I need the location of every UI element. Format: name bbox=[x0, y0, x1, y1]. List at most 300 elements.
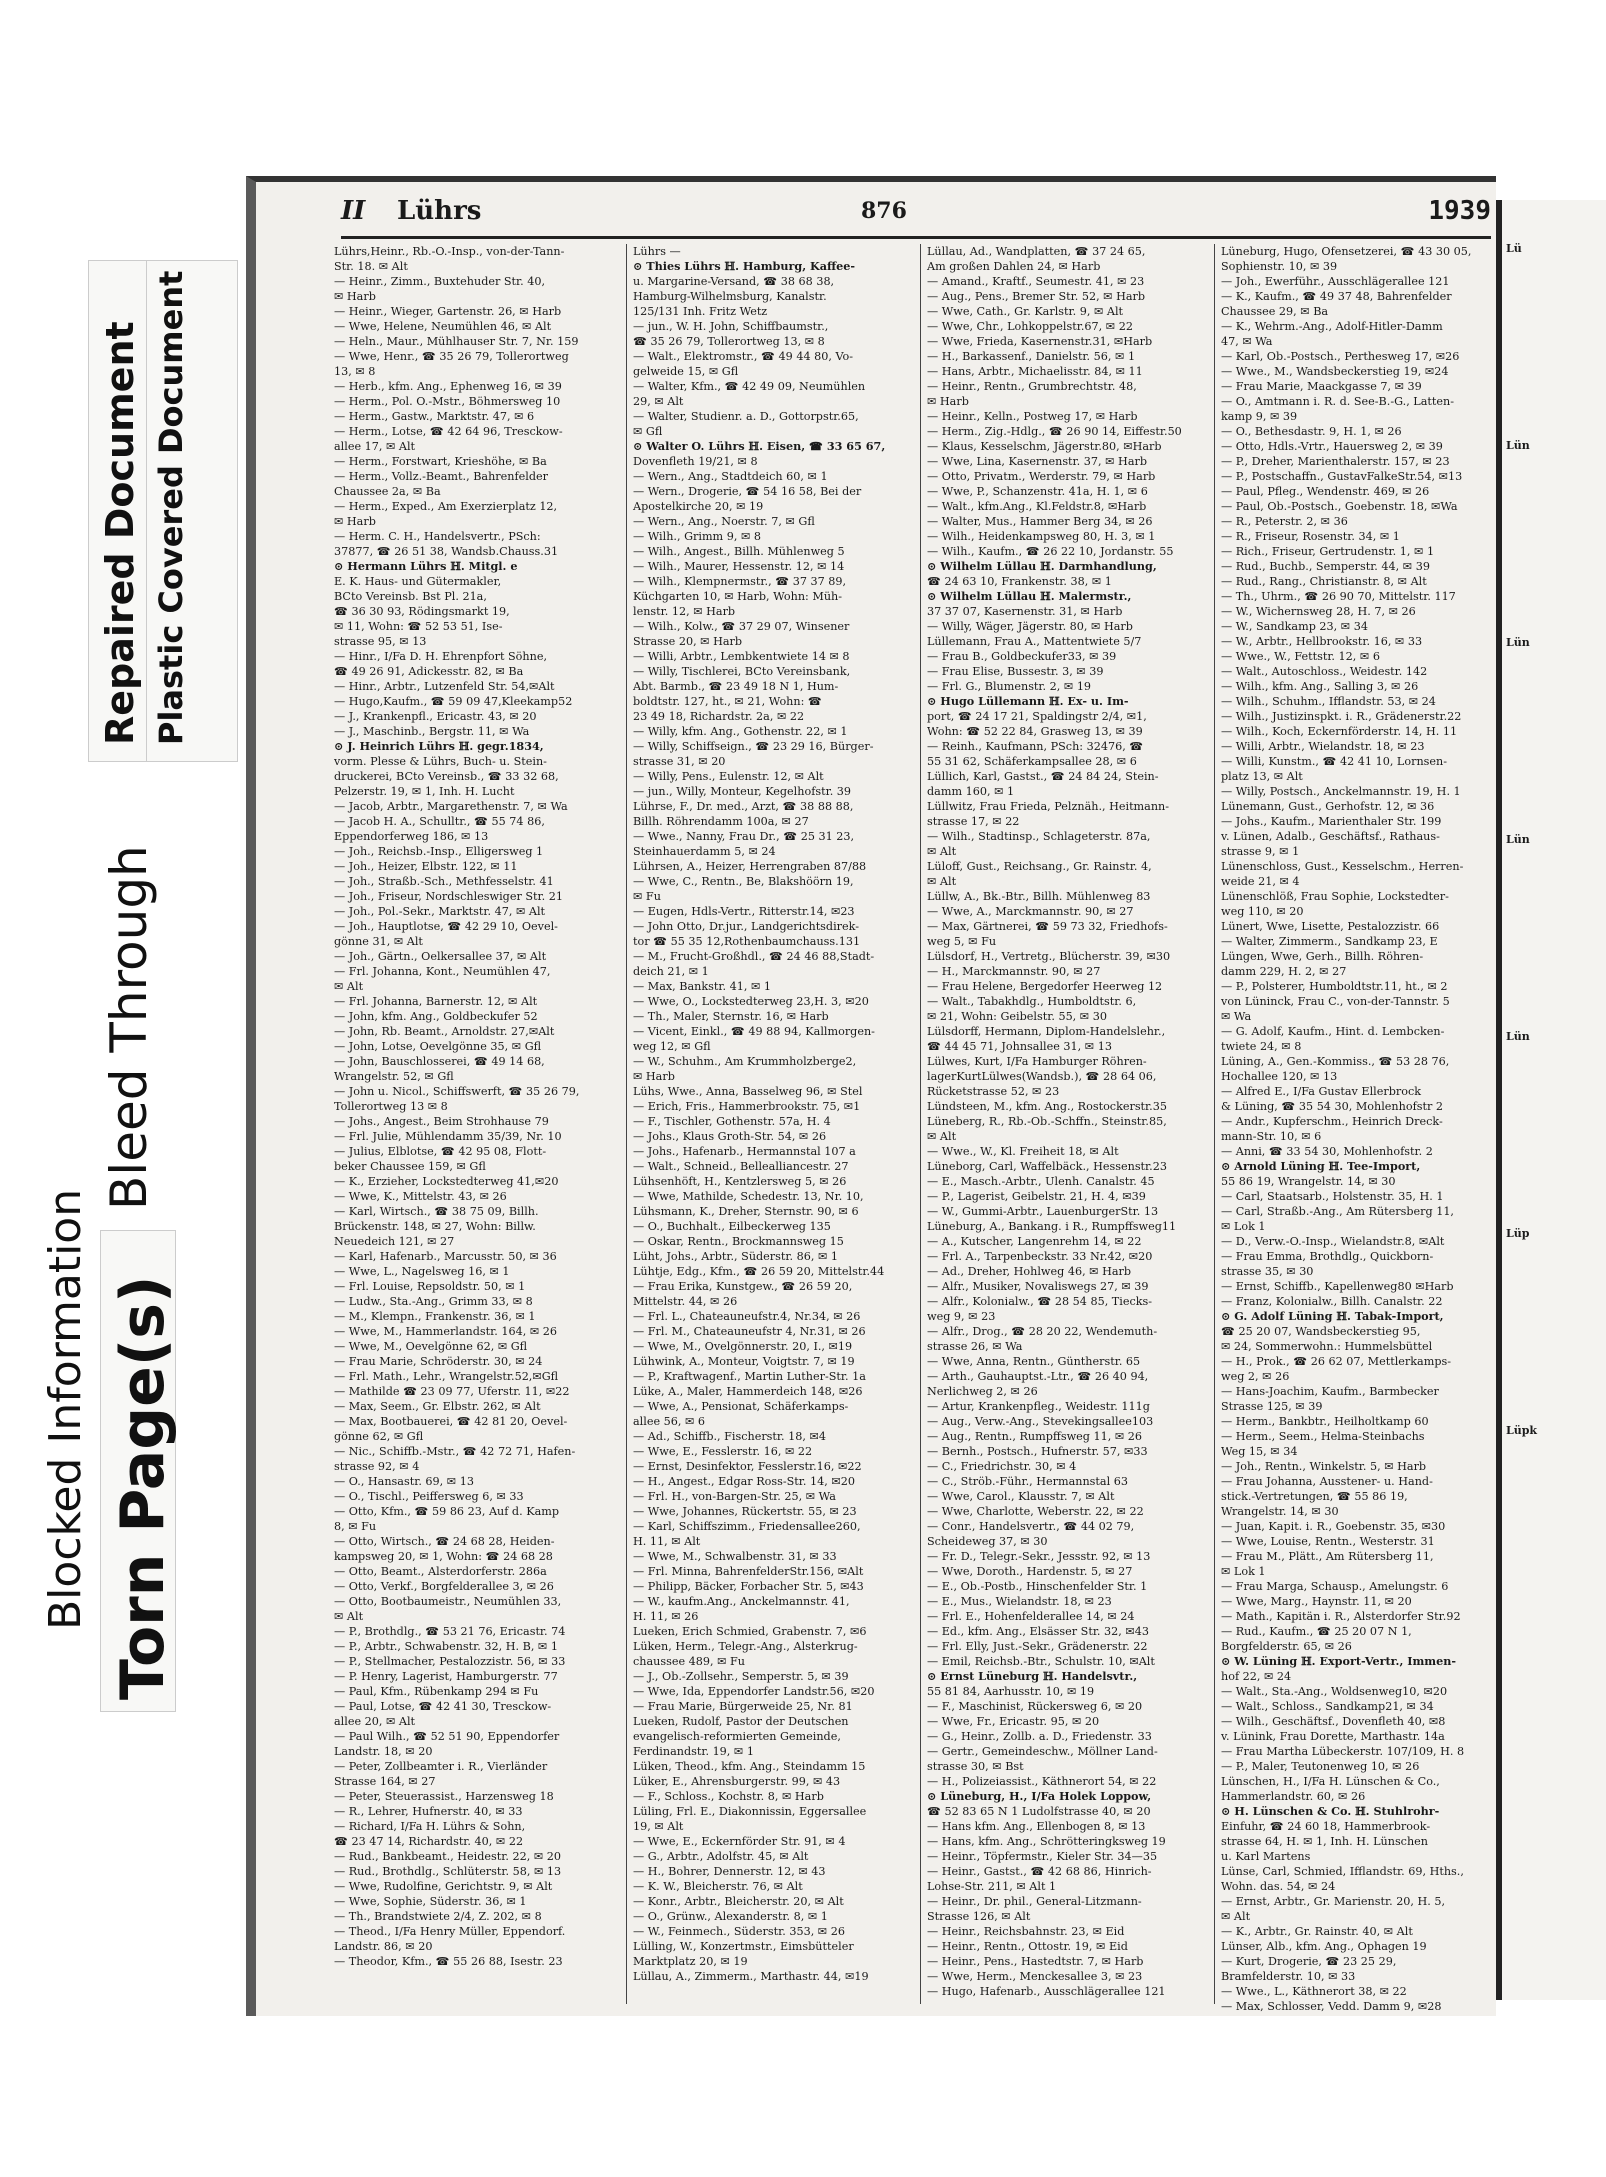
directory-entry-line: — Karl, Ob.-Postsch., Perthesweg 17, ✉26 bbox=[1221, 350, 1460, 363]
directory-entry-line: Pelzerstr. 19, ✉ 1, Inh. H. Lucht bbox=[334, 785, 515, 798]
directory-entry-line: — Wwe., M., Wandsbeckerstieg 19, ✉24 bbox=[1221, 365, 1449, 378]
directory-entry-line: — R., Friseur, Rosenstr. 34, ✉ 1 bbox=[1221, 530, 1400, 543]
directory-entry-line: E. K. Haus- und Gütermakler, bbox=[334, 575, 502, 588]
directory-entry-line: — Wilh., Maurer, Hessenstr. 12, ✉ 14 bbox=[633, 560, 845, 573]
directory-entry-line: Lüneburg, A., Bankang. i R., Rumpffsweg11 bbox=[927, 1220, 1177, 1233]
directory-entry-line: — R., Peterstr. 2, ✉ 36 bbox=[1221, 515, 1348, 528]
directory-entry-line: weg 5, ✉ Fu bbox=[927, 935, 997, 948]
directory-entry-line: — O., Grünw., Alexanderstr. 8, ✉ 1 bbox=[633, 1910, 828, 1923]
directory-entry-line: — Jacob H. A., Schulltr., ☎ 55 74 86, bbox=[334, 815, 545, 828]
directory-entry-line: — Wilh., Heidenkampsweg 80, H. 3, ✉ 1 bbox=[927, 530, 1156, 543]
directory-entry-line: — P., Arbtr., Schwabenstr. 32, H. B, ✉ 1 bbox=[334, 1640, 558, 1653]
directory-entry-line: damm 229, H. 2, ✉ 27 bbox=[1221, 965, 1347, 978]
directory-entry-line: Lünser, Alb., kfm. Ang., Ophagen 19 bbox=[1221, 1940, 1427, 1953]
directory-entry-line: — Juan, Kapit. i. R., Goebenstr. 35, ✉30 bbox=[1221, 1520, 1446, 1533]
directory-entry-line: — Wilh., Grimm 9, ✉ 8 bbox=[633, 530, 761, 543]
directory-entry-line: — Wwe, L., Nagelsweg 16, ✉ 1 bbox=[334, 1265, 510, 1278]
directory-entry-line: Lüning, A., Gen.-Kommiss., ☎ 53 28 76, bbox=[1221, 1055, 1450, 1068]
directory-entry-line: — Hinr., Arbtr., Lutzenfeld Str. 54,✉Alt bbox=[334, 680, 555, 693]
directory-entry-line: — Oskar, Rentn., Brockmannsweg 15 bbox=[633, 1235, 844, 1248]
directory-entry-line: — W., Feinmech., Süderstr. 353, ✉ 26 bbox=[633, 1925, 845, 1938]
directory-entry-line: 29, ✉ Alt bbox=[633, 395, 684, 408]
page-header bbox=[341, 196, 1491, 239]
directory-entry-line: — Anni, ☎ 33 54 30, Mohlenhofstr. 2 bbox=[1221, 1145, 1433, 1158]
directory-entry-line: Strasse 20, ✉ Harb bbox=[633, 635, 743, 648]
directory-entry-line: ☎ 24 63 10, Frankenstr. 38, ✉ 1 bbox=[927, 575, 1112, 588]
directory-entry-line: Chaussee 29, ✉ Ba bbox=[1221, 305, 1329, 318]
directory-entry-line: Lünenschloss, Gust., Kesselschm., Herren- bbox=[1221, 860, 1464, 873]
directory-entry-line: Lüllemann, Frau A., Mattentwiete 5/7 bbox=[927, 635, 1142, 648]
directory-entry-line: Strasse 125, ✉ 39 bbox=[1221, 1400, 1323, 1413]
directory-entry-line: ✉ Alt bbox=[927, 875, 957, 888]
directory-entry-line: Lüloff, Gust., Reichsang., Gr. Rainstr. 4, bbox=[927, 860, 1152, 873]
directory-year: 1939 bbox=[1428, 196, 1491, 226]
directory-entry-line: — Aug., Rentn., Rumpffsweg 11, ✉ 26 bbox=[927, 1430, 1142, 1443]
directory-entry-line: Landstr. 18, ✉ 20 bbox=[334, 1745, 433, 1758]
directory-entry-line: — Wilh., Stadtinsp., Schlageterstr. 87a, bbox=[927, 830, 1151, 843]
directory-entry-line: — Alfr., Musiker, Novaliswegs 27, ✉ 39 bbox=[927, 1280, 1149, 1293]
directory-entry-line: ⊙ Wilhelm Lüllau ℍ. Darmhandlung, bbox=[927, 559, 1157, 573]
directory-entry-line: — Frau Marie, Maackgasse 7, ✉ 39 bbox=[1221, 380, 1422, 393]
directory-entry-line: strasse 92, ✉ 4 bbox=[334, 1460, 420, 1473]
directory-entry-line: Str. 18. ✉ Alt bbox=[334, 260, 408, 273]
directory-entry-line: Strasse 164, ✉ 27 bbox=[334, 1775, 436, 1788]
directory-entry-line: — Wilh., Klempnermstr., ☎ 37 37 89, bbox=[633, 575, 847, 588]
directory-entry-line: — Wwe, A., Pensionat, Schäferkamps- bbox=[633, 1400, 849, 1413]
directory-entry-line: — E., Masch.-Arbtr., Ulenh. Canalstr. 45 bbox=[927, 1175, 1155, 1188]
directory-entry-line: — Richard, I/Fa H. Lührs & Sohn, bbox=[334, 1820, 526, 1833]
directory-entry-line: Sophienstr. 10, ✉ 39 bbox=[1221, 260, 1338, 273]
directory-entry-line: Lünemann, Gust., Gerhofstr. 12, ✉ 36 bbox=[1221, 800, 1435, 813]
directory-entry-line: — Wilh., Kaufm., ☎ 26 22 10, Jordanstr. 55 bbox=[927, 545, 1174, 558]
directory-entry-line: — Wilh., Justizinspkt. i. R., Grädenerstr.22 bbox=[1221, 710, 1462, 723]
directory-entry-line: — P., Maler, Teutonenweg 10, ✉ 26 bbox=[1221, 1760, 1420, 1773]
directory-entry-line: 37 37 07, Kasernenstr. 31, ✉ Harb bbox=[927, 605, 1123, 618]
directory-entry-line: — Wwe, Louise, Rentn., Westerstr. 31 bbox=[1221, 1535, 1435, 1548]
directory-entry-line: — Wwe, M., Hammerlandstr. 164, ✉ 26 bbox=[334, 1325, 558, 1338]
directory-entry-line: — Walt., Tabakhdlg., Humboldtstr. 6, bbox=[927, 995, 1137, 1008]
directory-entry-line: 125/131 Inh. Fritz Wetz bbox=[633, 305, 768, 318]
directory-entry-line: Rücketstrasse 52, ✉ 23 bbox=[927, 1085, 1060, 1098]
directory-entry-line: evangelisch-reformierten Gemeinde, bbox=[633, 1730, 841, 1743]
directory-entry-line: — Wwe, Herm., Menckesallee 3, ✉ 23 bbox=[927, 1970, 1143, 1983]
running-head: Lührs bbox=[397, 196, 482, 226]
directory-entry-line: strasse 31, ✉ 20 bbox=[633, 755, 726, 768]
directory-entry-line: — P., Dreher, Marienthalerstr. 157, ✉ 23 bbox=[1221, 455, 1450, 468]
directory-entry-line: — A., Kutscher, Langenrehm 14, ✉ 22 bbox=[927, 1235, 1142, 1248]
directory-entry-line: — Paul, Ob.-Postsch., Goebenstr. 18, ✉Wa bbox=[1221, 500, 1458, 513]
directory-entry-line: ✉ 24, Sommerwohn.: Hummelsbüttel bbox=[1221, 1340, 1433, 1353]
directory-entry-line: ✉ Harb bbox=[633, 1070, 675, 1083]
directory-entry-line: — Wwe, O., Lockstedterweg 23,H. 3, ✉20 bbox=[633, 995, 869, 1008]
directory-entry-line: — F., Tischler, Gothenstr. 57a, H. 4 bbox=[633, 1115, 831, 1128]
directory-entry-line: — Heinr., Reichsbahnstr. 23, ✉ Eid bbox=[927, 1925, 1125, 1938]
directory-entry-line: Küchgarten 10, ✉ Harb, Wohn: Müh- bbox=[633, 590, 843, 603]
directory-entry-line: — Jacob, Arbtr., Margarethenstr. 7, ✉ Wa bbox=[334, 800, 568, 813]
adjacent-page-fragment: Lün bbox=[1506, 1030, 1530, 1043]
directory-entry-line: — Alfr., Kolonialw., ☎ 28 54 85, Tiecks- bbox=[927, 1295, 1153, 1308]
directory-entry-line: weg 9, ✉ 23 bbox=[927, 1310, 996, 1323]
directory-entry-line: — P., Lagerist, Geibelstr. 21, H. 4, ✉39 bbox=[927, 1190, 1146, 1203]
directory-entry-line: Neuedeich 121, ✉ 27 bbox=[334, 1235, 455, 1248]
directory-entry-line: — Fr. D., Telegr.-Sekr., Jessstr. 92, ✉ 13 bbox=[927, 1550, 1151, 1563]
directory-entry-line: Lünenschlöß, Frau Sophie, Lockstedter- bbox=[1221, 890, 1449, 903]
directory-entry-line: — Nic., Schiffb.-Mstr., ☎ 42 72 71, Hafen- bbox=[334, 1445, 576, 1458]
directory-entry-line: ⊙ Lüneburg, H., I/Fa Holek Loppow, bbox=[927, 1789, 1152, 1803]
directory-entry-line: ✉ Harb bbox=[334, 290, 376, 303]
directory-entry-line: — G., Arbtr., Adolfstr. 45, ✉ Alt bbox=[633, 1850, 809, 1863]
torn-pages-label: Torn Page(s) bbox=[108, 1275, 178, 1700]
directory-entry-line: — W., Wichernsweg 28, H. 7, ✉ 26 bbox=[1221, 605, 1416, 618]
directory-entry-line: — Th., Brandstwiete 2/4, Z. 202, ✉ 8 bbox=[334, 1910, 542, 1923]
directory-entry-line: — K., Arbtr., Gr. Rainstr. 40, ✉ Alt bbox=[1221, 1925, 1413, 1938]
directory-entry-line: Marktplatz 20, ✉ 19 bbox=[633, 1955, 748, 1968]
directory-entry-line: — Wwe, Lina, Kasernenstr. 37, ✉ Harb bbox=[927, 455, 1147, 468]
directory-entry-line: Lührse, F., Dr. med., Arzt, ☎ 38 88 88, bbox=[633, 800, 854, 813]
directory-entry-line: Lülsdorff, Hermann, Diplom-Handelslehr., bbox=[927, 1025, 1166, 1038]
directory-entry-line: Lühtje, Edg., Kfm., ☎ 26 59 20, Mittelstr.44 bbox=[633, 1265, 885, 1278]
directory-entry-line: — Alfred E., I/Fa Gustav Ellerbrock bbox=[1221, 1085, 1421, 1098]
directory-entry-line: 19, ✉ Alt bbox=[633, 1820, 684, 1833]
directory-entry-line: 55 81 84, Aarhusstr. 10, ✉ 19 bbox=[927, 1685, 1095, 1698]
directory-entry-line: Dovenfleth 19/21, ✉ 8 bbox=[633, 455, 758, 468]
blocked-information-label: Blocked Information bbox=[40, 1188, 91, 1630]
directory-entry-line: — Herm. C. H., Handelsvertr., PSch: bbox=[334, 530, 541, 543]
directory-entry-line: — Vicent, Einkl., ☎ 49 88 94, Kallmorgen- bbox=[633, 1025, 875, 1038]
directory-entry-line: strasse 64, H. ✉ 1, Inh. H. Lünschen bbox=[1221, 1835, 1428, 1848]
directory-entry-line: — W., kaufm.Ang., Anckelmannstr. 41, bbox=[633, 1595, 850, 1608]
directory-entry-line: Bramfelderstr. 10, ✉ 33 bbox=[1221, 1970, 1356, 1983]
directory-entry-line: — Wern., Ang., Noerstr. 7, ✉ Gfl bbox=[633, 515, 815, 528]
directory-entry-line: — Walter, Kfm., ☎ 42 49 09, Neumühlen bbox=[633, 380, 866, 393]
directory-entry-line: — Wwe, C., Rentn., Be, Blakshöörn 19, bbox=[633, 875, 854, 888]
directory-entry-line: — Klaus, Kesselschm, Jägerstr.80, ✉Harb bbox=[927, 440, 1162, 453]
directory-entry-line: — Rud., Rang., Christianstr. 8, ✉ Alt bbox=[1221, 575, 1427, 588]
directory-entry-line: — Carl, Staatsarb., Holstenstr. 35, H. 1 bbox=[1221, 1190, 1444, 1203]
directory-entry-line: Lüker, E., Ahrensburgerstr. 99, ✉ 43 bbox=[633, 1775, 841, 1788]
directory-entry-line: — Wwe, Frieda, Kasernenstr.31, ✉Harb bbox=[927, 335, 1153, 348]
directory-entry-line: — Wwe, M., Oevelgönne 62, ✉ Gfl bbox=[334, 1340, 528, 1353]
directory-entry-line: — Herm., Lotse, ☎ 42 64 96, Tresckow- bbox=[334, 425, 563, 438]
directory-entry-line: Lührs — bbox=[633, 245, 681, 258]
directory-entry-line: — Frl. G., Blumenstr. 2, ✉ 19 bbox=[927, 680, 1092, 693]
adjacent-page-fragment: Lüp bbox=[1506, 1227, 1530, 1240]
directory-entry-line: — Frl. L., Chateauneufstr.4, Nr.34, ✉ 26 bbox=[633, 1310, 861, 1323]
directory-entry-line: — H., Angest., Edgar Ross-Str. 14, ✉20 bbox=[633, 1475, 855, 1488]
directory-entry-line: — Ernst, Desinfektor, Fesslerstr.16, ✉22 bbox=[633, 1460, 862, 1473]
directory-entry-line: Lueken, Rudolf, Pastor der Deutschen bbox=[633, 1715, 849, 1728]
directory-entry-line: — W., Gummi-Arbtr., LauenburgerStr. 13 bbox=[927, 1205, 1159, 1218]
directory-entry-line: — E., Mus., Wielandstr. 18, ✉ 23 bbox=[927, 1595, 1112, 1608]
directory-entry-line: tor ☎ 55 35 12,Rothenbaumchauss.131 bbox=[633, 935, 861, 948]
directory-columns bbox=[334, 244, 1504, 2013]
directory-entry-line: — Frl. Louise, Repsoldstr. 50, ✉ 1 bbox=[334, 1280, 526, 1293]
adjacent-page-fragment: Lün bbox=[1506, 636, 1530, 649]
directory-entry-line: — Wwe, Rudolfine, Gerichtstr. 9, ✉ Alt bbox=[334, 1880, 553, 1893]
directory-entry-line: mann-Str. 10, ✉ 6 bbox=[1221, 1130, 1322, 1143]
repaired-document-label: Repaired Document bbox=[98, 321, 142, 745]
directory-entry-line: — Philipp, Bäcker, Forbacher Str. 5, ✉43 bbox=[633, 1580, 864, 1593]
directory-entry-line: Lührsen, A., Heizer, Herrengraben 87/88 bbox=[633, 860, 867, 873]
directory-entry-line: — Paul, Kfm., Rübenkamp 294 ✉ Fu bbox=[334, 1685, 539, 1698]
directory-entry-line: twiete 24, ✉ 8 bbox=[1221, 1040, 1302, 1053]
directory-entry-line: — Joh., Friseur, Nordschleswiger Str. 21 bbox=[334, 890, 563, 903]
directory-entry-line: — W., Schuhm., Am Krummholzberge2, bbox=[633, 1055, 857, 1068]
directory-entry-line: — Max, Bootbauerei, ☎ 42 81 20, Oevel- bbox=[334, 1415, 568, 1428]
directory-entry-line: Billh. Röhrendamm 100a, ✉ 27 bbox=[633, 815, 809, 828]
directory-entry-line: — Karl, Schiffszimm., Friedensallee260, bbox=[633, 1520, 861, 1533]
directory-entry-line: deich 21, ✉ 1 bbox=[633, 965, 709, 978]
directory-entry-line: boldtstr. 127, ht., ✉ 21, Wohn: ☎ bbox=[633, 695, 822, 708]
directory-entry-line: — W., Arbtr., Hellbrookstr. 16, ✉ 33 bbox=[1221, 635, 1423, 648]
directory-entry-line: stick.-Vertretungen, ☎ 55 86 19, bbox=[1221, 1490, 1408, 1503]
directory-entry-line: ⊙ Wilhelm Lüllau ℍ. Malermstr., bbox=[927, 589, 1132, 603]
directory-entry-line: — Otto, Hdls.-Vrtr., Hauersweg 2, ✉ 39 bbox=[1221, 440, 1443, 453]
volume-number: II bbox=[341, 196, 366, 226]
directory-entry-line: — John, kfm. Ang., Goldbeckufer 52 bbox=[334, 1010, 538, 1023]
directory-entry-line: — Aug., Verw.-Ang., Stevekingsallee103 bbox=[927, 1415, 1154, 1428]
directory-entry-line: ☎ 49 26 91, Adickesstr. 82, ✉ Ba bbox=[334, 665, 524, 678]
directory-entry-line: Lüneburg, Hugo, Ofensetzerei, ☎ 43 30 05, bbox=[1221, 245, 1472, 258]
directory-entry-line: — Frau Martha Lübeckerstr. 107/109, H. 8 bbox=[1221, 1745, 1465, 1758]
directory-entry-line: — Rud., Kaufm., ☎ 25 20 07 N 1, bbox=[1221, 1625, 1412, 1638]
directory-entry-line: Chaussee 2a, ✉ Ba bbox=[334, 485, 441, 498]
directory-entry-line: — Walt., Elektromstr., ☎ 49 44 80, Vo- bbox=[633, 350, 854, 363]
directory-entry-line: — P., Stellmacher, Pestalozzistr. 56, ✉ 33 bbox=[334, 1655, 566, 1668]
directory-entry-line: Strasse 126, ✉ Alt bbox=[927, 1910, 1031, 1923]
directory-entry-line: Wrangelstr. 52, ✉ Gfl bbox=[334, 1070, 454, 1083]
directory-entry-line: 8, ✉ Fu bbox=[334, 1520, 377, 1533]
directory-entry-line: — Theod., I/Fa Henry Müller, Eppendorf. bbox=[334, 1925, 566, 1938]
adjacent-page bbox=[1496, 200, 1606, 2000]
directory-entry-line: Wohn. das. 54, ✉ 24 bbox=[1221, 1880, 1336, 1893]
directory-entry-line: — Math., Kapitän i. R., Alsterdorfer Str.92 bbox=[1221, 1610, 1461, 1623]
directory-entry-line: — Wwe., W., Kl. Freiheit 18, ✉ Alt bbox=[927, 1145, 1119, 1158]
directory-entry-line: — G. Adolf, Kaufm., Hint. d. Lembcken- bbox=[1221, 1025, 1445, 1038]
directory-entry-line: — Walter, Studienr. a. D., Gottorpstr.65, bbox=[633, 410, 859, 423]
directory-entry-line: — Hinr., I/Fa D. H. Ehrenpfort Söhne, bbox=[334, 650, 548, 663]
column-3 bbox=[920, 244, 1199, 2004]
adjacent-page-fragment: Lün bbox=[1506, 439, 1530, 452]
directory-entry-line: — Wilh., kfm. Ang., Salling 3, ✉ 26 bbox=[1221, 680, 1419, 693]
directory-entry-line: — Frau Marie, Schröderstr. 30, ✉ 24 bbox=[334, 1355, 543, 1368]
directory-entry-line: — Heinr., Kelln., Postweg 17, ✉ Harb bbox=[927, 410, 1138, 423]
directory-entry-line: — Konr., Arbtr., Bleicherstr. 20, ✉ Alt bbox=[633, 1895, 844, 1908]
directory-entry-line: — Wwe, Helene, Neumühlen 46, ✉ Alt bbox=[334, 320, 552, 333]
directory-entry-line: — Otto, Beamt., Alsterdorferstr. 286a bbox=[334, 1565, 547, 1578]
directory-entry-line: Tollerortweg 13 ✉ 8 bbox=[334, 1100, 448, 1113]
directory-entry-line: — M., Klempn., Frankenstr. 36, ✉ 1 bbox=[334, 1310, 536, 1323]
directory-entry-line: — Herm., Bankbtr., Heilholtkamp 60 bbox=[1221, 1415, 1429, 1428]
directory-entry-line: — Wwe., L., Käthnerort 38, ✉ 22 bbox=[1221, 1985, 1407, 1998]
directory-entry-line: — Ad., Schiffb., Fischerstr. 18, ✉4 bbox=[633, 1430, 826, 1443]
directory-entry-line: — Herm., Exped., Am Exerzierplatz 12, bbox=[334, 500, 558, 513]
directory-entry-line: — Bernh., Postsch., Hufnerstr. 57, ✉33 bbox=[927, 1445, 1148, 1458]
directory-entry-line: BCto Vereinsb. Bst Pl. 21a, bbox=[334, 590, 487, 603]
directory-entry-line: — Kurt, Drogerie, ☎ 23 25 29, bbox=[1221, 1955, 1397, 1968]
directory-entry-line: — Andr., Kupferschm., Heinrich Dreck- bbox=[1221, 1115, 1443, 1128]
directory-entry-line: Lüneborg, Carl, Waffelbäck., Hessenstr.23 bbox=[927, 1160, 1167, 1173]
directory-entry-line: 55 31 62, Schäferkampsallee 28, ✉ 6 bbox=[927, 755, 1137, 768]
directory-entry-line: — Paul Wilh., ☎ 52 51 90, Eppendorfer bbox=[334, 1730, 560, 1743]
directory-entry-line: allee 17, ✉ Alt bbox=[334, 440, 416, 453]
directory-entry-line: — Karl, Hafenarb., Marcusstr. 50, ✉ 36 bbox=[334, 1250, 557, 1263]
directory-entry-line: Lünse, Carl, Schmied, Ifflandstr. 69, Hths., bbox=[1221, 1865, 1464, 1878]
directory-entry-line: Lüken, Herm., Telegr.-Ang., Alsterkrug- bbox=[633, 1640, 858, 1653]
directory-entry-line: — Ernst, Arbtr., Gr. Marienstr. 20, H. 5, bbox=[1221, 1895, 1446, 1908]
directory-entry-line: ☎ 25 20 07, Wandsbeckerstieg 95, bbox=[1221, 1325, 1421, 1338]
directory-entry-line: — Joh., Heizer, Elbstr. 122, ✉ 11 bbox=[334, 860, 518, 873]
directory-entry-line: Lülling, W., Konzertmstr., Eimsbütteler bbox=[633, 1940, 854, 1953]
directory-entry-line: vorm. Plesse & Lührs, Buch- u. Stein- bbox=[334, 755, 547, 768]
directory-entry-line: Lüllich, Karl, Gastst., ☎ 24 84 24, Stein- bbox=[927, 770, 1159, 783]
directory-entry-line: gönne 62, ✉ Gfl bbox=[334, 1430, 424, 1443]
directory-entry-line: ✉ Harb bbox=[334, 515, 376, 528]
directory-entry-line: — O., Hansastr. 69, ✉ 13 bbox=[334, 1475, 474, 1488]
directory-entry-line: 13, ✉ 8 bbox=[334, 365, 376, 378]
directory-entry-line: — Paul, Pfleg., Wendenstr. 469, ✉ 26 bbox=[1221, 485, 1430, 498]
directory-entry-line: gelweide 15, ✉ Gfl bbox=[633, 365, 739, 378]
directory-entry-line: — Otto, Bootbaumeistr., Neumühlen 33, bbox=[334, 1595, 562, 1608]
column-2 bbox=[626, 244, 905, 2004]
directory-entry-line: — Wwe, Anna, Rentn., Güntherstr. 65 bbox=[927, 1355, 1141, 1368]
directory-entry-line: & Lüning, ☎ 35 54 30, Mohlenhofstr 2 bbox=[1221, 1100, 1443, 1113]
directory-entry-line: — Wwe, Mathilde, Schedestr. 13, Nr. 10, bbox=[633, 1190, 864, 1203]
directory-entry-line: — Willi, Arbtr., Lembkentwiete 14 ✉ 8 bbox=[633, 650, 850, 663]
directory-entry-line: ✉ Alt bbox=[334, 980, 364, 993]
directory-entry-line: — Hugo, Hafenarb., Ausschlägerallee 121 bbox=[927, 1985, 1166, 1998]
directory-entry-line: — Willy, Wäger, Jägerstr. 80, ✉ Harb bbox=[927, 620, 1133, 633]
directory-entry-line: — Frau Marga, Schausp., Amelungstr. 6 bbox=[1221, 1580, 1449, 1593]
directory-entry-line: — Heinr., Dr. phil., General-Litzmann- bbox=[927, 1895, 1142, 1908]
directory-entry-line: — P. Henry, Lagerist, Hamburgerstr. 77 bbox=[334, 1670, 558, 1683]
directory-entry-line: ☎ 44 45 71, Johnsallee 31, ✉ 13 bbox=[927, 1040, 1112, 1053]
directory-entry-line: — John u. Nicol., Schiffswerft, ☎ 35 26 79, bbox=[334, 1085, 580, 1098]
directory-entry-line: — John, Bauschlosserei, ☎ 49 14 68, bbox=[334, 1055, 545, 1068]
directory-entry-line: Steinhauerdamm 5, ✉ 24 bbox=[633, 845, 776, 858]
directory-entry-line: ⊙ W. Lüning ℍ. Export-Vertr., Immen- bbox=[1221, 1654, 1457, 1668]
directory-entry-line: — Wwe, Fr., Ericastr. 95, ✉ 20 bbox=[927, 1715, 1100, 1728]
directory-entry-line: Lülsdorf, H., Vertretg., Blücherstr. 39, ✉30 bbox=[927, 950, 1171, 963]
directory-entry-line: — Th., Maler, Sternstr. 16, ✉ Harb bbox=[633, 1010, 829, 1023]
directory-entry-line: — Willi, Kunstm., ☎ 42 41 10, Lornsen- bbox=[1221, 755, 1447, 768]
adjacent-page-fragment: Lüpk bbox=[1506, 1424, 1538, 1437]
directory-entry-line: strasse 26, ✉ Wa bbox=[927, 1340, 1023, 1353]
directory-entry-line: Lühs, Wwe., Anna, Basselweg 96, ✉ Stel bbox=[633, 1085, 863, 1098]
directory-entry-line: — Frl. Johanna, Kont., Neumühlen 47, bbox=[334, 965, 551, 978]
directory-entry-line: — Wwe, Cath., Gr. Karlstr. 9, ✉ Alt bbox=[927, 305, 1124, 318]
directory-entry-line: — Wwe, P., Schanzenstr. 41a, H. 1, ✉ 6 bbox=[927, 485, 1148, 498]
directory-entry-line: — Peter, Zollbeamter i. R., Vierländer bbox=[334, 1760, 548, 1773]
directory-entry-line: Lühwink, A., Monteur, Voigtstr. 7, ✉ 19 bbox=[633, 1355, 855, 1368]
directory-entry-line: — Johs., Hafenarb., Hermannstal 107 a bbox=[633, 1145, 856, 1158]
directory-entry-line: — W., Sandkamp 23, ✉ 34 bbox=[1221, 620, 1368, 633]
directory-entry-line: — K., Kaufm., ☎ 49 37 48, Bahrenfelder bbox=[1221, 290, 1452, 303]
directory-entry-line: — O., Bethesdastr. 9, H. 1, ✉ 26 bbox=[1221, 425, 1402, 438]
directory-entry-line: — Wwe, Sophie, Süderstr. 36, ✉ 1 bbox=[334, 1895, 527, 1908]
directory-entry-line: kamp 9, ✉ 39 bbox=[1221, 410, 1298, 423]
directory-entry-line: — Joh., Hauptlotse, ☎ 42 29 10, Oevel- bbox=[334, 920, 558, 933]
directory-entry-line: — Wwe, Charlotte, Weberstr. 22, ✉ 22 bbox=[927, 1505, 1144, 1518]
directory-entry-line: ✉ Harb bbox=[927, 395, 969, 408]
directory-entry-line: — Joh., Pol.-Sekr., Marktstr. 47, ✉ Alt bbox=[334, 905, 546, 918]
directory-entry-line: u. Karl Martens bbox=[1221, 1850, 1311, 1863]
directory-entry-line: Lühsenhöft, H., Kentzlersweg 5, ✉ 26 bbox=[633, 1175, 847, 1188]
directory-entry-line: — J., Maschinb., Bergstr. 11, ✉ Wa bbox=[334, 725, 530, 738]
directory-entry-line: — Artur, Krankenpfleg., Weidestr. 111g bbox=[927, 1400, 1150, 1413]
directory-entry-line: Lüling, Frl. E., Diakonnissin, Eggersallee bbox=[633, 1805, 867, 1818]
directory-entry-line: — Heinr., Wieger, Gartenstr. 26, ✉ Harb bbox=[334, 305, 562, 318]
directory-entry-line: — Otto, Wirtsch., ☎ 24 68 28, Heiden- bbox=[334, 1535, 555, 1548]
directory-entry-line: ⊙ J. Heinrich Lührs ℍ. gegr.1834, bbox=[334, 739, 544, 753]
directory-entry-line: Lüken, Theod., kfm. Ang., Steindamm 15 bbox=[633, 1760, 866, 1773]
scan-background bbox=[0, 2016, 1600, 2177]
directory-entry-line: — Erich, Fris., Hammerbrookstr. 75, ✉1 bbox=[633, 1100, 861, 1113]
directory-entry-line: ✉ 11, Wohn: ☎ 52 53 51, Ise- bbox=[334, 620, 503, 633]
directory-entry-line: — K. W., Bleicherstr. 76, ✉ Alt bbox=[633, 1880, 803, 1893]
directory-entry-line: Apostelkirche 20, ✉ 19 bbox=[633, 500, 764, 513]
directory-entry-line: — Heinr., Rentn., Grumbrechtstr. 48, bbox=[927, 380, 1137, 393]
directory-entry-line: Eppendorferweg 186, ✉ 13 bbox=[334, 830, 489, 843]
directory-entry-line: — Frau Marie, Bürgerweide 25, Nr. 81 bbox=[633, 1700, 853, 1713]
column-1 bbox=[334, 244, 606, 2004]
directory-entry-line: — Max, Seem., Gr. Elbstr. 262, ✉ Alt bbox=[334, 1400, 541, 1413]
directory-entry-line: — H., Bohrer, Dennerstr. 12, ✉ 43 bbox=[633, 1865, 826, 1878]
directory-entry-line: 47, ✉ Wa bbox=[1221, 335, 1273, 348]
directory-entry-line: — Heinr., Rentn., Ottostr. 19, ✉ Eid bbox=[927, 1940, 1128, 1953]
directory-entry-line: Lüllau, A., Zimmerm., Marthastr. 44, ✉19 bbox=[633, 1970, 869, 1983]
directory-entry-line: ✉ 21, Wohn: Geibelstr. 55, ✉ 30 bbox=[927, 1010, 1107, 1023]
directory-entry-line: v. Lünink, Frau Dorette, Marthastr. 14a bbox=[1221, 1730, 1445, 1743]
directory-entry-line: strasse 17, ✉ 22 bbox=[927, 815, 1020, 828]
directory-entry-line: — Johs., Klaus Groth-Str. 54, ✉ 26 bbox=[633, 1130, 827, 1143]
directory-entry-line: — Willy, Tischlerei, BCto Vereinsbank, bbox=[633, 665, 851, 678]
directory-entry-line: — Herm., Vollz.-Beamt., Bahrenfelder bbox=[334, 470, 548, 483]
directory-entry-line: — Herm., Gastw., Marktstr. 47, ✉ 6 bbox=[334, 410, 535, 423]
directory-entry-line: ✉ Fu bbox=[633, 890, 661, 903]
directory-entry-line: Wohn: ☎ 52 22 84, Grasweg 13, ✉ 39 bbox=[927, 725, 1143, 738]
page-number: 876 bbox=[861, 198, 907, 224]
directory-entry-line: — F., Schloss., Kochstr. 8, ✉ Harb bbox=[633, 1790, 824, 1803]
adjacent-page-fragment: Lü bbox=[1506, 242, 1522, 255]
directory-entry-line: ☎ 35 26 79, Tollerortweg 13, ✉ 8 bbox=[633, 335, 825, 348]
directory-entry-line: — Paul, Lotse, ☎ 42 41 30, Tresckow- bbox=[334, 1700, 552, 1713]
directory-entry-line: — Wwe, Ida, Eppendorfer Landstr.56, ✉20 bbox=[633, 1685, 875, 1698]
directory-entry-line: — Frau Erika, Kunstgew., ☎ 26 59 20, bbox=[633, 1280, 853, 1293]
directory-entry-line: Einfuhr, ☎ 24 60 18, Hammerbrook- bbox=[1221, 1820, 1431, 1833]
directory-entry-line: — Peter, Steuerassist., Harzensweg 18 bbox=[334, 1790, 554, 1803]
directory-entry-line: lagerKurtLülwes(Wandsb.), ☎ 28 64 06, bbox=[927, 1070, 1157, 1083]
directory-entry-line: — Herm., Zig.-Hdlg., ☎ 26 90 14, Eiffestr.50 bbox=[927, 425, 1182, 438]
directory-entry-line: — Wwe, Doroth., Hardenstr. 5, ✉ 27 bbox=[927, 1565, 1133, 1578]
directory-entry-line: v. Lünen, Adalb., Geschäftsf., Rathaus- bbox=[1221, 830, 1440, 843]
directory-entry-line: — P., Brothdlg., ☎ 53 21 76, Ericastr. 74 bbox=[334, 1625, 566, 1638]
directory-entry-line: — Herb., kfm. Ang., Ephenweg 16, ✉ 39 bbox=[334, 380, 562, 393]
directory-entry-line: — H., Prok., ☎ 26 62 07, Mettlerkamps- bbox=[1221, 1355, 1452, 1368]
directory-entry-line: — R., Lehrer, Hufnerstr. 40, ✉ 33 bbox=[334, 1805, 523, 1818]
directory-entry-line: — Wwe, M., Schwalbenstr. 31, ✉ 33 bbox=[633, 1550, 837, 1563]
directory-entry-line: — Mathilde ☎ 23 09 77, Uferstr. 11, ✉22 bbox=[334, 1385, 570, 1398]
directory-entry-line: — Heinr., Pens., Hastedtstr. 7, ✉ Harb bbox=[927, 1955, 1144, 1968]
directory-entry-line: — Ernst, Schiffb., Kapellenweg80 ✉Harb bbox=[1221, 1280, 1454, 1293]
directory-entry-line: Lüngen, Wwe, Gerh., Billh. Röhren- bbox=[1221, 950, 1424, 963]
directory-entry-line: — Walt., Autoschloss., Weidestr. 142 bbox=[1221, 665, 1428, 678]
directory-entry-line: Lueken, Erich Schmied, Grabenstr. 7, ✉6 bbox=[633, 1625, 867, 1638]
directory-entry-line: Abt. Barmb., ☎ 23 49 18 N 1, Hum- bbox=[633, 680, 839, 693]
directory-entry-line: 37877, ☎ 26 51 38, Wandsb.Chauss.31 bbox=[334, 545, 559, 558]
directory-entry-line: — C., Friedrichstr. 30, ✉ 4 bbox=[927, 1460, 1077, 1473]
directory-entry-line: — Amand., Kraftf., Seumestr. 41, ✉ 23 bbox=[927, 275, 1145, 288]
